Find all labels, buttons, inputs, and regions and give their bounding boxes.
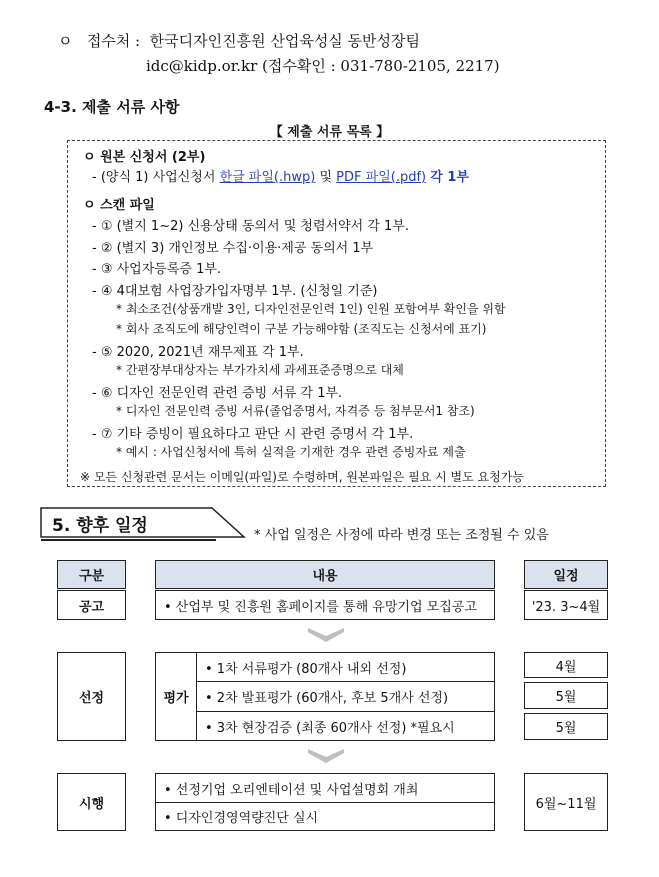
scan-item: - ① (별지 1~2) 신용상태 동의서 및 청렴서약서 각 1부. [92,219,410,234]
execution-content: • 선정기업 오리엔테이션 및 사업설명회 개최 [155,773,495,803]
scan-item: - ⑤ 2020, 2021년 재무제표 각 1부. [92,345,304,360]
section-43-title: 4-3. 제출 서류 사항 [44,98,180,116]
original-line [92,166,469,185]
execution-schedule: 6월~11월 [524,773,608,831]
selection-content: • 1차 서류평가 (80개사 내외 선정) [196,652,495,682]
scan-item: - ③ 사업자등록증 1부. [92,262,222,277]
scan-subitem: * 예시 : 사업신청서에 특허 실적을 기재한 경우 관련 증빙자료 제출 [116,445,466,459]
contact-line [58,30,420,51]
selection-schedule: 5월 [524,713,608,740]
contact-phone: (접수확인 : 031-780-2105, 2217) [262,57,500,75]
scan-item: - ② (별지 3) 개인정보 수집·이용·제공 동의서 1부 [92,241,374,256]
chevron-down-icon [308,749,344,763]
scan-subitem: * 회사 조직도에 해당인력이 구분 가능해야함 (조직도는 신청서에 표기) [116,322,487,336]
contact-org: 한국디자인진흥원 산업육성실 동반성장팀 [149,32,421,50]
header-schedule: 일정 [524,560,608,589]
chevron-down-icon [308,628,344,642]
contact-email[interactable]: idc@kidp.or.kr [146,57,258,75]
announce-content: • 산업부 및 진흥원 홈페이지를 통해 유망기업 모집공고 [155,590,495,620]
hwp-file-link[interactable]: 한글 파일(.hwp) [219,170,316,185]
announce-category: 공고 [57,590,126,620]
execution-category: 시행 [57,773,126,831]
original-prefix: - (양식 1) 사업신청서 [92,170,216,185]
pdf-file-link[interactable]: PDF 파일(.pdf) [336,170,427,185]
document-note: ※ 모든 신청관련 문서는 이메일(파일)로 수령하며, 원본파일은 필요 시 별도 요청가능 [80,470,524,484]
scan-item: - ⑥ 디자인 전문인력 관련 증빙 서류 각 1부. [92,386,343,401]
scan-item: - ⑦ 기타 증빙이 필요하다고 판단 시 관련 증명서 각 1부. [92,427,414,442]
original-and: 및 [319,170,333,185]
selection-sub-category: 평가 [155,652,197,741]
selection-content: • 2차 발표평가 (60개사, 후보 5개사 선정) [196,681,495,712]
selection-schedule: 5월 [524,682,608,709]
contact-detail [146,55,500,76]
announce-schedule: '23. 3~4월 [524,590,608,620]
contact-bullet: ㅇ [58,32,73,50]
original-heading: ㅇ 원본 신청서 (2부) [83,150,206,165]
selection-category: 선정 [57,652,126,741]
section-5-title: 5. 향후 일정 [52,516,148,536]
contact-label: 접수처 : [86,32,141,50]
document-list-title: 【 제출 서류 목록 】 [269,125,390,140]
scan-subitem: * 디자인 전문인력 증빙 서류(졸업증명서, 자격증 등 첨부문서1 참조) [116,404,475,418]
scan-subitem: * 최소조건(상품개발 3인, 디자인전문인력 1인) 인원 포함여부 확인을 위함 [116,302,506,316]
scan-item: - ④ 4대보험 사업장가입자명부 1부. (신청일 기준) [92,284,378,299]
scan-heading: ㅇ 스캔 파일 [83,198,155,213]
selection-content: • 3차 현장검증 (최종 60개사 선정) *필요시 [196,711,495,741]
schedule-note: * 사업 일정은 사정에 따라 변경 또는 조정될 수 있음 [254,528,549,543]
header-content: 내용 [155,560,495,589]
original-suffix: 각 1부 [430,170,469,185]
header-category: 구분 [57,560,126,589]
selection-schedule: 4월 [524,652,608,678]
execution-content: • 디자인경영역량진단 실시 [155,802,495,831]
scan-subitem: * 간편장부대상자는 부가가치세 과세표준증명으로 대체 [116,363,404,377]
